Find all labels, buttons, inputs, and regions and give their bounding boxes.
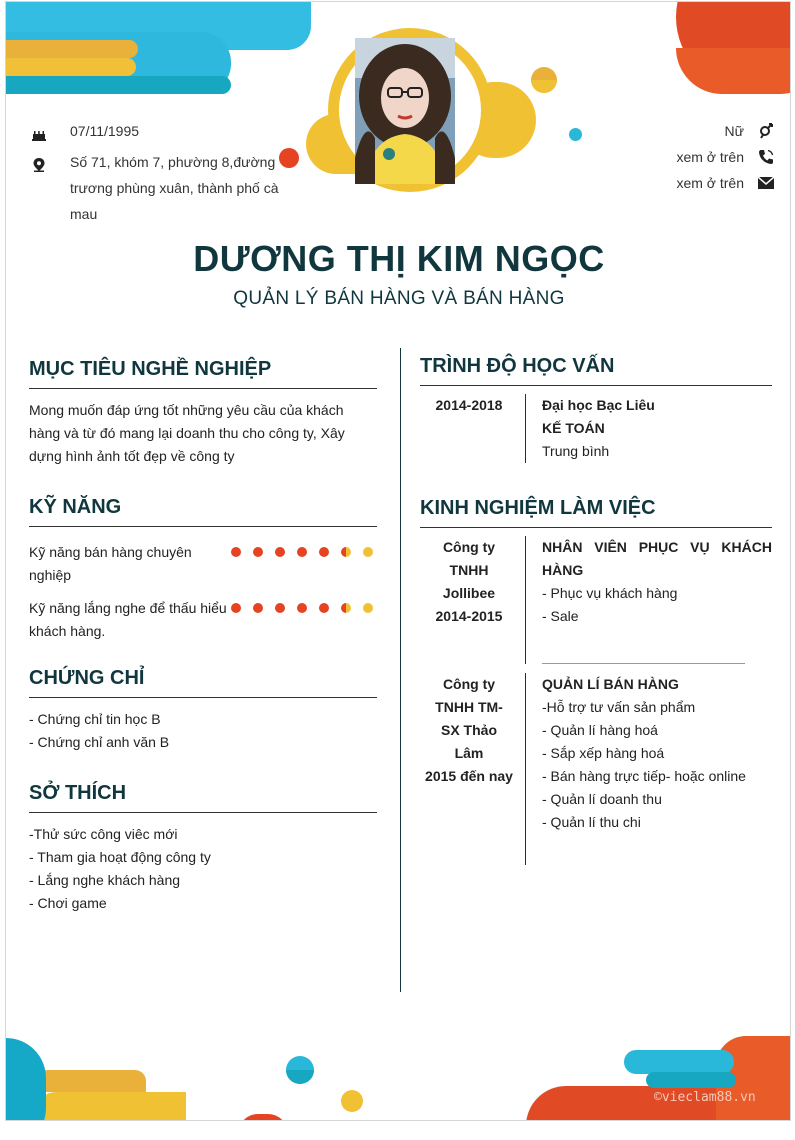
decor-dot: [286, 1070, 314, 1084]
skill-rating-dot: [253, 547, 263, 557]
education-entry: [420, 394, 772, 463]
skill-rating-dot: [341, 603, 351, 613]
experience-task: - Quản lí thu chi: [542, 814, 641, 830]
address-row: [32, 149, 292, 227]
email-row: [606, 170, 774, 196]
decor-shape: [36, 1070, 146, 1092]
experience-task: - Phục vụ khách hàng: [542, 585, 678, 601]
decor-shape: [36, 1092, 186, 1121]
skill-rating-dot: [341, 547, 351, 557]
email-value: xem ở trên: [676, 175, 744, 191]
skill-name: Kỹ năng lắng nghe để thấu hiểu khách hàng.: [29, 600, 227, 639]
skill-rating-dot: [363, 603, 373, 613]
gender-icon: [744, 123, 774, 139]
skill-rating-dot: [231, 603, 241, 613]
cv-page: [5, 1, 791, 1121]
experience-entry: [420, 536, 772, 664]
skill-rating: [231, 597, 377, 613]
decor-shape: [6, 58, 136, 76]
birthday-value: 07/11/1995: [70, 123, 140, 139]
hobby-item: - Tham gia hoạt động công ty: [29, 849, 211, 865]
education-section: [420, 355, 772, 463]
skill-rating-dot: [319, 547, 329, 557]
experience-task: - Bán hàng trực tiếp- hoặc online: [542, 768, 746, 784]
experience-period: 2015 đến nay: [425, 768, 513, 784]
education-period: 2014-2018: [435, 397, 503, 413]
experience-title: KINH NGHIỆM LÀM VIỆC: [420, 497, 772, 528]
personal-info-right: [606, 118, 774, 196]
decor-shape: [6, 76, 231, 94]
hobbies-section: [29, 782, 377, 915]
decor-shape: [5, 1038, 46, 1121]
certificate-item: - Chứng chỉ tin học B: [29, 711, 161, 727]
skill-rating: [231, 541, 377, 557]
certificate-item: - Chứng chỉ anh văn B: [29, 734, 170, 750]
decor-dot: [531, 80, 557, 93]
watermark: ©vieclam88.vn: [654, 1090, 756, 1105]
gender-row: [606, 118, 774, 144]
skill-rating-dot: [275, 603, 285, 613]
avatar: [355, 38, 455, 184]
personal-info-left: [32, 118, 292, 227]
experience-period: 2014-2015: [435, 608, 503, 624]
skills-section: [29, 496, 377, 643]
education-school: Đại học Bạc Liêu: [542, 397, 655, 413]
candidate-name: DƯƠNG THỊ KIM NGỌC: [193, 238, 605, 279]
experience-role: NHÂN VIÊN PHỤC VỤ KHÁCH HÀNG: [542, 539, 772, 578]
objective-title: MỤC TIÊU NGHỀ NGHIỆP: [29, 358, 377, 389]
hobby-item: - Lắng nghe khách hàng: [29, 872, 181, 888]
address-value: Số 71, khóm 7, phường 8,đường trương phùng xuân, thành phố cà mau: [70, 154, 279, 222]
gender-value: Nữ: [724, 123, 744, 139]
skill-row: [29, 541, 377, 587]
education-grade: Trung bình: [542, 443, 610, 459]
experience-company: Công ty TNHH TM-SX Thảo Lâm: [435, 676, 503, 761]
decor-shape: [646, 1072, 736, 1088]
hobby-item: -Thử sức công viêc mới: [29, 826, 178, 842]
experience-company: Công ty TNHH Jollibee: [442, 539, 496, 601]
envelope-icon: [744, 177, 774, 189]
phone-icon: [744, 149, 774, 165]
timeline-line: [525, 394, 526, 463]
phone-value: xem ở trên: [676, 149, 744, 165]
location-pin-icon: [32, 149, 70, 227]
decor-shape: [238, 1114, 288, 1121]
hobby-item: - Chơi game: [29, 895, 107, 911]
experience-company-block: [420, 673, 518, 865]
experience-entry: [420, 673, 772, 865]
hobbies-title: SỞ THÍCH: [29, 782, 377, 813]
phone-row: [606, 144, 774, 170]
certificates-title: CHỨNG CHỈ: [29, 667, 377, 698]
experience-role: QUẢN LÍ BÁN HÀNG: [542, 676, 679, 692]
objective-text: Mong muốn đáp ứng tốt những yêu cầu của khách hàng và từ đó mang lại doanh thu cho công ty, Xây dựng hình ảnh tốt đẹp về công ty: [29, 402, 345, 464]
skill-row: [29, 597, 377, 643]
experience-section: [420, 497, 772, 664]
candidate-position: QUẢN LÝ BÁN HÀNG VÀ BÁN HÀNG: [233, 288, 565, 309]
decor-dot: [569, 128, 582, 141]
skill-name: Kỹ năng bán hàng chuyên nghiệp: [29, 544, 192, 583]
column-divider: [400, 348, 401, 992]
timeline-line: [525, 673, 526, 865]
entry-separator: [542, 663, 745, 664]
experience-task: - Sale: [542, 608, 579, 624]
birthday-row: [32, 118, 292, 149]
skill-rating-dot: [297, 547, 307, 557]
skill-rating-dot: [363, 547, 373, 557]
cake-icon: [32, 118, 70, 149]
skills-title: KỸ NĂNG: [29, 496, 377, 527]
skill-rating-dot: [275, 547, 285, 557]
education-title: TRÌNH ĐỘ HỌC VẤN: [420, 355, 772, 386]
timeline-line: [525, 536, 526, 664]
experience-task: - Quản lí doanh thu: [542, 791, 662, 807]
experience-company-block: [420, 536, 518, 664]
experience-task: - Quản lí hàng hoá: [542, 722, 658, 738]
objective-section: [29, 358, 377, 468]
skill-rating-dot: [253, 603, 263, 613]
decor-shape: [6, 40, 138, 58]
skill-rating-dot: [297, 603, 307, 613]
certificates-section: [29, 667, 377, 754]
experience-task: -Hỗ trợ tư vấn sản phẩm: [542, 699, 696, 715]
decor-shape: [624, 1050, 734, 1074]
skill-rating-dot: [231, 547, 241, 557]
skill-rating-dot: [319, 603, 329, 613]
decor-dot: [341, 1090, 363, 1112]
decor-shape: [676, 48, 791, 94]
experience-task: - Sắp xếp hàng hoá: [542, 745, 665, 761]
education-major: KẾ TOÁN: [542, 420, 605, 436]
